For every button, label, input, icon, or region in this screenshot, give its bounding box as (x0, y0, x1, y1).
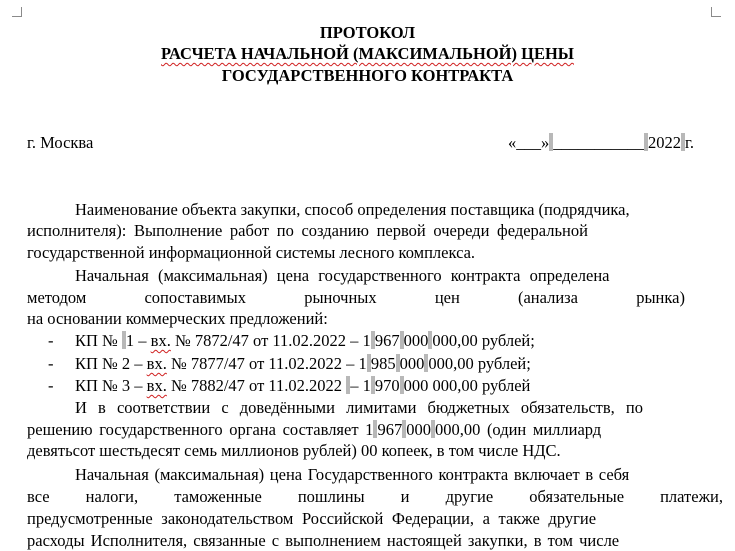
kp-text: 000 000,00 рублей (403, 376, 531, 395)
paragraph-text: исполнителя): Выполнение работ по созданию первой очереди федеральной (27, 221, 588, 240)
word: пошлины (297, 487, 365, 506)
kp-text: № 7882/47 от 11.02.2022 (166, 376, 347, 395)
kp-text: № 7877/47 от 11.02.2022 – 1 (166, 354, 367, 373)
page-margin-corner-marker (12, 7, 22, 17)
list-bullet: - (48, 331, 54, 350)
kp-text: КП № 3 – (75, 376, 147, 395)
kp-text: 967 (374, 331, 400, 350)
kp-text: 000 (403, 331, 429, 350)
word: цен (434, 288, 460, 307)
kp-text: КП № (75, 331, 122, 350)
paragraph-line (27, 221, 735, 241)
paragraph-line: государственной информационной системы лесного комплекса. (27, 243, 476, 262)
paragraph-line: Наименование объекта закупки, способ определения поставщика (подрядчика, (75, 200, 630, 219)
document-title: ПРОТОКОЛ (319, 23, 416, 42)
word: рынка) (636, 288, 685, 307)
document-subtitle (0, 43, 735, 64)
paragraph-text: 967 (377, 420, 403, 439)
kp-text: № 7872/47 от 11.02.2022 – 1 (170, 331, 371, 350)
spellcheck-word: РАСЧЕТА НАЧАЛЬНОЙ (МАКСИМАЛЬНОЙ) ЦЕНЫ (161, 44, 574, 63)
word: платежи, (660, 487, 723, 506)
paragraph-line (27, 487, 723, 507)
kp-text: 000,00 рублей; (432, 331, 535, 350)
word: рыночных (304, 288, 377, 307)
kp-text: 000 (399, 354, 425, 373)
date-line (508, 133, 694, 153)
word: (анализа (517, 288, 579, 307)
word: другие (445, 487, 494, 506)
kp-text: 970 (374, 376, 400, 395)
paragraph-line: девятьсот шестьдесят семь миллионов рублей) 00 копеек, в том числе НДС. (27, 441, 561, 460)
list-item (75, 376, 530, 396)
kp-text: 985 (370, 354, 396, 373)
paragraph-line: расходы Исполнителя, связанные с выполнением настоящей закупки, в том числе (27, 531, 620, 550)
paragraph-line: на основании коммерческих предложений: (27, 309, 328, 328)
paragraph-text: 000 (406, 420, 431, 439)
word: налоги, (85, 487, 139, 506)
paragraph-line (27, 420, 601, 440)
kp-text: КП № 2 – (75, 354, 147, 373)
list-bullet: - (48, 376, 54, 395)
spellcheck-word: вх. (146, 376, 167, 395)
paragraph-line: И в соответствии с доведёнными лимитами бюджетных обязательств, по (75, 398, 644, 417)
document-subtitle-2: ГОСУДАРСТВЕННОГО КОНТРАКТА (221, 66, 514, 85)
kp-text: – 1 (350, 376, 371, 395)
paragraph-line (27, 288, 685, 308)
paragraph-line: Начальная (максимальная) цена Государственного контракта включает в себя (75, 465, 630, 484)
spellcheck-word: вх. (150, 331, 171, 350)
spellcheck-word: вх. (146, 354, 167, 373)
date-day: «___» (508, 133, 550, 152)
paragraph-text: решению государственного органа составляет 1 (27, 420, 374, 439)
word: методом (27, 288, 87, 307)
paragraph-line: Начальная (максимальная) цена государственного контракта определена (75, 266, 610, 285)
list-bullet: - (48, 354, 54, 373)
list-item (75, 354, 531, 374)
word: и (400, 487, 410, 506)
page-margin-corner-marker (711, 7, 721, 17)
date-year: 2022 (648, 133, 681, 152)
kp-text: 1 – (125, 331, 151, 350)
word: обязательные (529, 487, 625, 506)
date-month: ___________ (553, 133, 644, 152)
word: сопоставимых (144, 288, 247, 307)
word: все (27, 487, 50, 506)
date-suffix: г. (685, 133, 695, 152)
city-label: г. Москва (27, 133, 94, 152)
list-item (75, 331, 535, 351)
word: таможенные (174, 487, 262, 506)
paragraph-line: предусмотренные законодательством Российской Федерации, а также другие (27, 509, 597, 528)
kp-text: 000,00 рублей; (428, 354, 531, 373)
paragraph-text: 000,00 (один миллиард (434, 420, 602, 439)
